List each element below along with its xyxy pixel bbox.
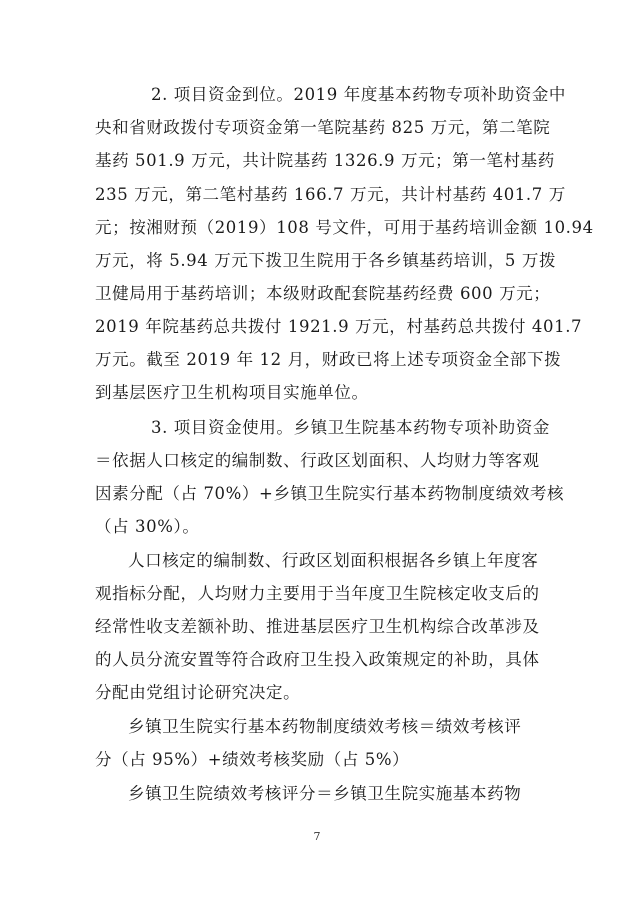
paragraph-1-line-6: 万元，将 5.94 万元下拨卫生院用于各乡镇基药培训，5 万拨 [95,251,557,270]
paragraph-3-line-1: 人口核定的编制数、行政区划面积根据各乡镇上年度客 [128,551,539,570]
paragraph-1-line-4: 235 万元，第二笔村基药 166.7 万元，共计村基药 401.7 万 [95,185,566,204]
paragraph-2-line-4: （占 30%）。 [95,517,200,536]
paragraph-1-line-5: 元；按湘财预（2019）108 号文件，可用于基药培训金额 10.94 [95,218,594,237]
paragraph-2-line-2: ＝依据人口核定的编制数、行政区划面积、人均财力等客观 [95,451,540,470]
paragraph-4-line-2: 分（占 95%）+绩效考核奖励（占 5%） [95,750,410,769]
paragraph-1-line-9: 万元。截至 2019 年 12 月，财政已将上述专项资金全部下拨 [95,350,562,369]
paragraph-1-line-1: 2. 项目资金到位。2019 年度基本药物专项补助资金中 [151,85,567,104]
paragraph-3-line-3: 经常性收支差额补助、推进基层医疗卫生机构综合改革涉及 [95,617,540,636]
paragraph-5-line-1: 乡镇卫生院绩效考核评分＝乡镇卫生院实施基本药物 [128,784,522,803]
page-number: 7 [313,830,321,843]
paragraph-1-line-8: 2019 年院基药总共拨付 1921.9 万元，村基药总共拨付 401.7 [95,317,583,336]
paragraph-4-line-1: 乡镇卫生院实行基本药物制度绩效考核＝绩效考核评 [128,717,522,736]
paragraph-1-line-3: 基药 501.9 万元，共计院基药 1326.9 万元；第一笔村基药 [95,151,555,170]
paragraph-1-line-10: 到基层医疗卫生机构项目实施单位。 [95,383,369,402]
paragraph-2-line-3: 因素分配（占 70%）+乡镇卫生院实行基本药物制度绩效考核 [95,484,565,503]
paragraph-3-line-4: 的人员分流安置等符合政府卫生投入政策规定的补助，具体 [95,650,540,669]
paragraph-1-line-2: 央和省财政拨付专项资金第一笔院基药 825 万元，第二笔院 [95,118,551,137]
paragraph-1-line-7: 卫健局用于基药培训；本级财政配套院基药经费 600 万元； [95,284,551,303]
paragraph-3-line-2: 观指标分配，人均财力主要用于当年度卫生院核定收支后的 [95,584,540,603]
paragraph-2-line-1: 3. 项目资金使用。乡镇卫生院基本药物专项补助资金 [151,418,550,437]
paragraph-3-line-5: 分配由党组讨论研究决定。 [95,683,301,702]
